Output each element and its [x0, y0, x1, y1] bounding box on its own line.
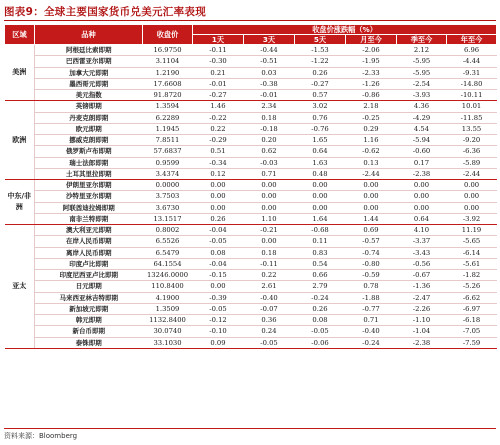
close-price-cell: 7.8511 — [143, 135, 193, 146]
table-row — [5, 236, 497, 247]
currency-name-cell: 印度卢比即期 — [35, 258, 143, 269]
close-price-cell: 3.1104 — [143, 56, 193, 67]
currency-name-cell: 沙特里亚尔即期 — [35, 191, 143, 202]
change-cell: 0.00 — [193, 180, 244, 191]
fx-table-wrap — [4, 24, 496, 349]
currency-name-cell: 日元即期 — [35, 281, 143, 292]
change-cell: -2.38 — [397, 337, 447, 348]
change-cell: -0.24 — [346, 337, 397, 348]
close-price-cell: 6.5526 — [143, 236, 193, 247]
table-row — [5, 258, 497, 269]
change-cell: -0.04 — [193, 225, 244, 236]
change-cell: -9.31 — [447, 67, 497, 78]
table-row — [5, 281, 497, 292]
change-cell: -0.76 — [295, 123, 346, 134]
change-cell: 0.03 — [244, 67, 295, 78]
close-price-cell: 17.6608 — [143, 78, 193, 89]
close-price-cell: 4.1900 — [143, 292, 193, 303]
close-price-cell: 33.1030 — [143, 337, 193, 348]
change-cell: 0.00 — [193, 191, 244, 202]
change-cell: -4.29 — [397, 112, 447, 123]
change-cell: -0.22 — [193, 112, 244, 123]
change-cell: 0.13 — [346, 157, 397, 168]
change-cell: 1.63 — [295, 157, 346, 168]
close-price-cell: 0.9599 — [143, 157, 193, 168]
change-cell: -0.60 — [397, 146, 447, 157]
change-cell: 4.10 — [397, 225, 447, 236]
table-row — [5, 90, 497, 101]
change-cell: 0.00 — [244, 191, 295, 202]
change-cell: -1.53 — [295, 45, 346, 56]
change-cell: -0.21 — [244, 225, 295, 236]
close-price-cell: 3.4374 — [143, 168, 193, 179]
change-cell: -0.01 — [244, 90, 295, 101]
change-cell: 0.18 — [244, 247, 295, 258]
change-cell: -1.88 — [346, 292, 397, 303]
region-cell: 美洲 — [5, 45, 35, 101]
change-cell: -0.18 — [244, 123, 295, 134]
change-cell: 0.24 — [244, 326, 295, 337]
currency-name-cell: 欧元即期 — [35, 123, 143, 134]
change-cell: 0.51 — [193, 146, 244, 157]
change-cell: 1.10 — [244, 213, 295, 224]
currency-name-cell: 泰铢即期 — [35, 337, 143, 348]
change-cell: -1.36 — [397, 281, 447, 292]
change-cell: -7.59 — [447, 337, 497, 348]
change-cell: 1.46 — [193, 101, 244, 112]
header-period: 5天 — [295, 35, 346, 45]
change-cell: 0.12 — [193, 168, 244, 179]
table-row — [5, 225, 497, 236]
change-cell: 1.65 — [295, 135, 346, 146]
change-cell: 6.96 — [447, 45, 497, 56]
table-row — [5, 168, 497, 179]
change-cell: 0.00 — [295, 180, 346, 191]
change-cell: -6.97 — [447, 303, 497, 314]
change-cell: -0.05 — [244, 337, 295, 348]
change-cell: 2.18 — [346, 101, 397, 112]
close-price-cell: 16.9750 — [143, 45, 193, 56]
region-cell: 中东/非洲 — [5, 180, 35, 225]
change-cell: -2.44 — [447, 168, 497, 179]
header-period: 1天 — [193, 35, 244, 45]
table-row — [5, 247, 497, 258]
table-row — [5, 67, 497, 78]
change-cell: -1.10 — [397, 315, 447, 326]
table-row — [5, 303, 497, 314]
close-price-cell: 1.2190 — [143, 67, 193, 78]
change-cell: -0.67 — [397, 270, 447, 281]
change-cell: -0.39 — [193, 292, 244, 303]
change-cell: -2.26 — [397, 303, 447, 314]
change-cell: 0.76 — [295, 112, 346, 123]
table-row — [5, 146, 497, 157]
change-cell: -0.07 — [244, 303, 295, 314]
currency-name-cell: 土耳其里拉即期 — [35, 168, 143, 179]
change-cell: -3.93 — [397, 90, 447, 101]
change-cell: -0.27 — [193, 90, 244, 101]
currency-name-cell: 巴西雷亚尔即期 — [35, 56, 143, 67]
table-row — [5, 292, 497, 303]
table-row — [5, 213, 497, 224]
change-cell: -11.85 — [447, 112, 497, 123]
region-cell: 欧洲 — [5, 101, 35, 180]
close-price-cell: 13.1517 — [143, 213, 193, 224]
change-cell: -5.61 — [447, 258, 497, 269]
change-cell: -0.24 — [295, 292, 346, 303]
change-cell: -2.54 — [397, 78, 447, 89]
change-cell: -5.95 — [397, 67, 447, 78]
change-cell: 0.26 — [295, 67, 346, 78]
change-cell: 0.22 — [193, 123, 244, 134]
change-cell: -5.89 — [447, 157, 497, 168]
change-cell: -0.40 — [346, 326, 397, 337]
change-cell: 0.57 — [295, 90, 346, 101]
change-cell: -0.06 — [295, 337, 346, 348]
change-cell: 0.00 — [244, 236, 295, 247]
change-cell: -5.65 — [447, 236, 497, 247]
close-price-cell: 64.1554 — [143, 258, 193, 269]
change-cell: -7.05 — [447, 326, 497, 337]
currency-name-cell: 丹麦克朗即期 — [35, 112, 143, 123]
change-cell: 0.00 — [397, 180, 447, 191]
close-price-cell: 6.2289 — [143, 112, 193, 123]
table-row — [5, 270, 497, 281]
change-cell: -9.20 — [447, 135, 497, 146]
change-cell: -0.30 — [193, 56, 244, 67]
close-price-cell: 0.0000 — [143, 180, 193, 191]
change-cell: -1.22 — [295, 56, 346, 67]
change-cell: 0.69 — [346, 225, 397, 236]
change-cell: -0.56 — [397, 258, 447, 269]
currency-name-cell: 在岸人民币即期 — [35, 236, 143, 247]
change-cell: -0.11 — [193, 45, 244, 56]
change-cell: -0.10 — [193, 326, 244, 337]
close-price-cell: 1.3594 — [143, 101, 193, 112]
change-cell: -1.26 — [346, 78, 397, 89]
change-cell: -1.82 — [447, 270, 497, 281]
change-cell: 0.26 — [193, 213, 244, 224]
change-cell: -4.44 — [447, 56, 497, 67]
table-row — [5, 315, 497, 326]
close-price-cell: 30.0740 — [143, 326, 193, 337]
header-change-group: 收盘价涨跌幅（%） — [193, 25, 497, 35]
change-cell: 0.00 — [193, 202, 244, 213]
change-cell: -2.33 — [346, 67, 397, 78]
change-cell: -0.62 — [346, 146, 397, 157]
change-cell: 0.00 — [244, 202, 295, 213]
close-price-cell: 3.6730 — [143, 202, 193, 213]
change-cell: 0.00 — [295, 191, 346, 202]
change-cell: 2.79 — [295, 281, 346, 292]
close-price-cell: 110.8400 — [143, 281, 193, 292]
change-cell: 13.55 — [447, 123, 497, 134]
change-cell: 0.64 — [295, 146, 346, 157]
change-cell: -0.05 — [295, 326, 346, 337]
change-cell: 0.00 — [397, 191, 447, 202]
close-price-cell: 1.3509 — [143, 303, 193, 314]
change-cell: -6.18 — [447, 315, 497, 326]
change-cell: -2.44 — [346, 168, 397, 179]
header-variety: 品种 — [35, 25, 143, 45]
currency-name-cell: 英镑即期 — [35, 101, 143, 112]
currency-name-cell: 马来西亚林吉特即期 — [35, 292, 143, 303]
change-cell: 0.00 — [244, 180, 295, 191]
change-cell: -3.37 — [397, 236, 447, 247]
change-cell: 0.00 — [346, 180, 397, 191]
change-cell: 0.21 — [193, 67, 244, 78]
change-cell: 0.09 — [193, 337, 244, 348]
header-period: 3天 — [244, 35, 295, 45]
currency-name-cell: 离岸人民币即期 — [35, 247, 143, 258]
change-cell: -0.57 — [346, 236, 397, 247]
change-cell: 0.00 — [346, 202, 397, 213]
change-cell: 0.78 — [346, 281, 397, 292]
change-cell: -0.05 — [193, 236, 244, 247]
change-cell: -1.95 — [346, 56, 397, 67]
change-cell: 0.83 — [295, 247, 346, 258]
change-cell: 0.36 — [244, 315, 295, 326]
header-period: 季至今 — [397, 35, 447, 45]
change-cell: -10.11 — [447, 90, 497, 101]
change-cell: 11.19 — [447, 225, 497, 236]
change-cell: -6.14 — [447, 247, 497, 258]
change-cell: 0.00 — [193, 281, 244, 292]
change-cell: -0.77 — [346, 303, 397, 314]
change-cell: -0.29 — [193, 135, 244, 146]
header-row-1 — [5, 25, 497, 35]
change-cell: -2.06 — [346, 45, 397, 56]
change-cell: -0.86 — [346, 90, 397, 101]
change-cell: -0.38 — [244, 78, 295, 89]
change-cell: -3.92 — [447, 213, 497, 224]
currency-name-cell: 加拿大元即期 — [35, 67, 143, 78]
table-row — [5, 157, 497, 168]
close-price-cell: 57.6837 — [143, 146, 193, 157]
currency-name-cell: 瑞士法郎即期 — [35, 157, 143, 168]
currency-name-cell: 阿根廷比索即期 — [35, 45, 143, 56]
change-cell: 0.00 — [295, 202, 346, 213]
close-price-cell: 91.8720 — [143, 90, 193, 101]
change-cell: 2.12 — [397, 45, 447, 56]
change-cell: 0.64 — [397, 213, 447, 224]
change-cell: -1.04 — [397, 326, 447, 337]
change-cell: 0.00 — [447, 202, 497, 213]
table-body — [5, 45, 497, 349]
change-cell: 0.29 — [346, 123, 397, 134]
change-cell: 0.71 — [244, 168, 295, 179]
change-cell: 0.66 — [295, 270, 346, 281]
change-cell: -0.44 — [244, 45, 295, 56]
close-price-cell: 1.1945 — [143, 123, 193, 134]
change-cell: 0.71 — [346, 315, 397, 326]
currency-name-cell: 阿联酋迪拉姆即期 — [35, 202, 143, 213]
close-price-cell: 0.8002 — [143, 225, 193, 236]
header-period: 月至今 — [346, 35, 397, 45]
change-cell: 4.54 — [397, 123, 447, 134]
table-row — [5, 326, 497, 337]
change-cell: -5.94 — [397, 135, 447, 146]
table-row — [5, 337, 497, 348]
change-cell: -0.15 — [193, 270, 244, 281]
change-cell: 1.44 — [346, 213, 397, 224]
change-cell: 0.62 — [244, 146, 295, 157]
change-cell: -6.62 — [447, 292, 497, 303]
change-cell: -0.27 — [295, 78, 346, 89]
currency-name-cell: 新加坡元即期 — [35, 303, 143, 314]
change-cell: 10.01 — [447, 101, 497, 112]
change-cell: 2.34 — [244, 101, 295, 112]
header-region: 区域 — [5, 25, 35, 45]
table-row — [5, 45, 497, 56]
currency-name-cell: 美元指数 — [35, 90, 143, 101]
change-cell: 2.61 — [244, 281, 295, 292]
change-cell: 4.36 — [397, 101, 447, 112]
close-price-cell: 3.7503 — [143, 191, 193, 202]
figure-title: 图表9：全球主要国家货币兑美元汇率表现 — [4, 4, 496, 21]
change-cell: 0.18 — [244, 112, 295, 123]
currency-name-cell: 印度尼西亚卢比即期 — [35, 270, 143, 281]
change-cell: -0.59 — [346, 270, 397, 281]
change-cell: -0.03 — [244, 157, 295, 168]
currency-name-cell: 挪威克朗即期 — [35, 135, 143, 146]
header-period: 年至今 — [447, 35, 497, 45]
change-cell: 0.22 — [244, 270, 295, 281]
table-row — [5, 191, 497, 202]
change-cell: 3.02 — [295, 101, 346, 112]
change-cell: -0.80 — [346, 258, 397, 269]
change-cell: 0.26 — [295, 303, 346, 314]
change-cell: -14.80 — [447, 78, 497, 89]
change-cell: 0.20 — [244, 135, 295, 146]
change-cell: -0.12 — [193, 315, 244, 326]
change-cell: 0.11 — [295, 236, 346, 247]
change-cell: -6.36 — [447, 146, 497, 157]
change-cell: 1.64 — [295, 213, 346, 224]
table-row — [5, 56, 497, 67]
change-cell: -2.38 — [397, 168, 447, 179]
change-cell: -0.01 — [193, 78, 244, 89]
change-cell: -0.51 — [244, 56, 295, 67]
change-cell: -5.26 — [447, 281, 497, 292]
header-close: 收盘价 — [143, 25, 193, 45]
close-price-cell: 6.5479 — [143, 247, 193, 258]
source-note: 资料来源：Bloomberg — [4, 428, 496, 441]
close-price-cell: 13246.0000 — [143, 270, 193, 281]
table-row — [5, 101, 497, 112]
change-cell: -0.11 — [244, 258, 295, 269]
change-cell: -2.47 — [397, 292, 447, 303]
change-cell: -0.68 — [295, 225, 346, 236]
currency-name-cell: 新台币即期 — [35, 326, 143, 337]
change-cell: 0.00 — [397, 202, 447, 213]
close-price-cell: 1132.8400 — [143, 315, 193, 326]
currency-name-cell: 南非兰特即期 — [35, 213, 143, 224]
change-cell: 0.00 — [447, 180, 497, 191]
currency-name-cell: 俄罗斯卢布即期 — [35, 146, 143, 157]
change-cell: -0.34 — [193, 157, 244, 168]
change-cell: -0.25 — [346, 112, 397, 123]
change-cell: -5.95 — [397, 56, 447, 67]
table-row — [5, 135, 497, 146]
change-cell: 0.00 — [447, 191, 497, 202]
change-cell: 0.08 — [193, 247, 244, 258]
change-cell: -0.05 — [193, 303, 244, 314]
change-cell: 0.17 — [397, 157, 447, 168]
fx-performance-table — [4, 24, 497, 349]
change-cell: 0.08 — [295, 315, 346, 326]
table-row — [5, 123, 497, 134]
change-cell: -0.74 — [346, 247, 397, 258]
table-row — [5, 180, 497, 191]
change-cell: -0.40 — [244, 292, 295, 303]
table-row — [5, 202, 497, 213]
currency-name-cell: 伊朗里亚尔即期 — [35, 180, 143, 191]
change-cell: 0.48 — [295, 168, 346, 179]
currency-name-cell: 澳大利亚元即期 — [35, 225, 143, 236]
currency-name-cell: 墨西哥元即期 — [35, 78, 143, 89]
currency-name-cell: 韩元即期 — [35, 315, 143, 326]
table-row — [5, 78, 497, 89]
region-cell: 亚太 — [5, 225, 35, 349]
change-cell: -0.04 — [193, 258, 244, 269]
change-cell: -3.43 — [397, 247, 447, 258]
change-cell: 0.00 — [346, 191, 397, 202]
change-cell: 0.54 — [295, 258, 346, 269]
table-row — [5, 112, 497, 123]
change-cell: 1.16 — [346, 135, 397, 146]
